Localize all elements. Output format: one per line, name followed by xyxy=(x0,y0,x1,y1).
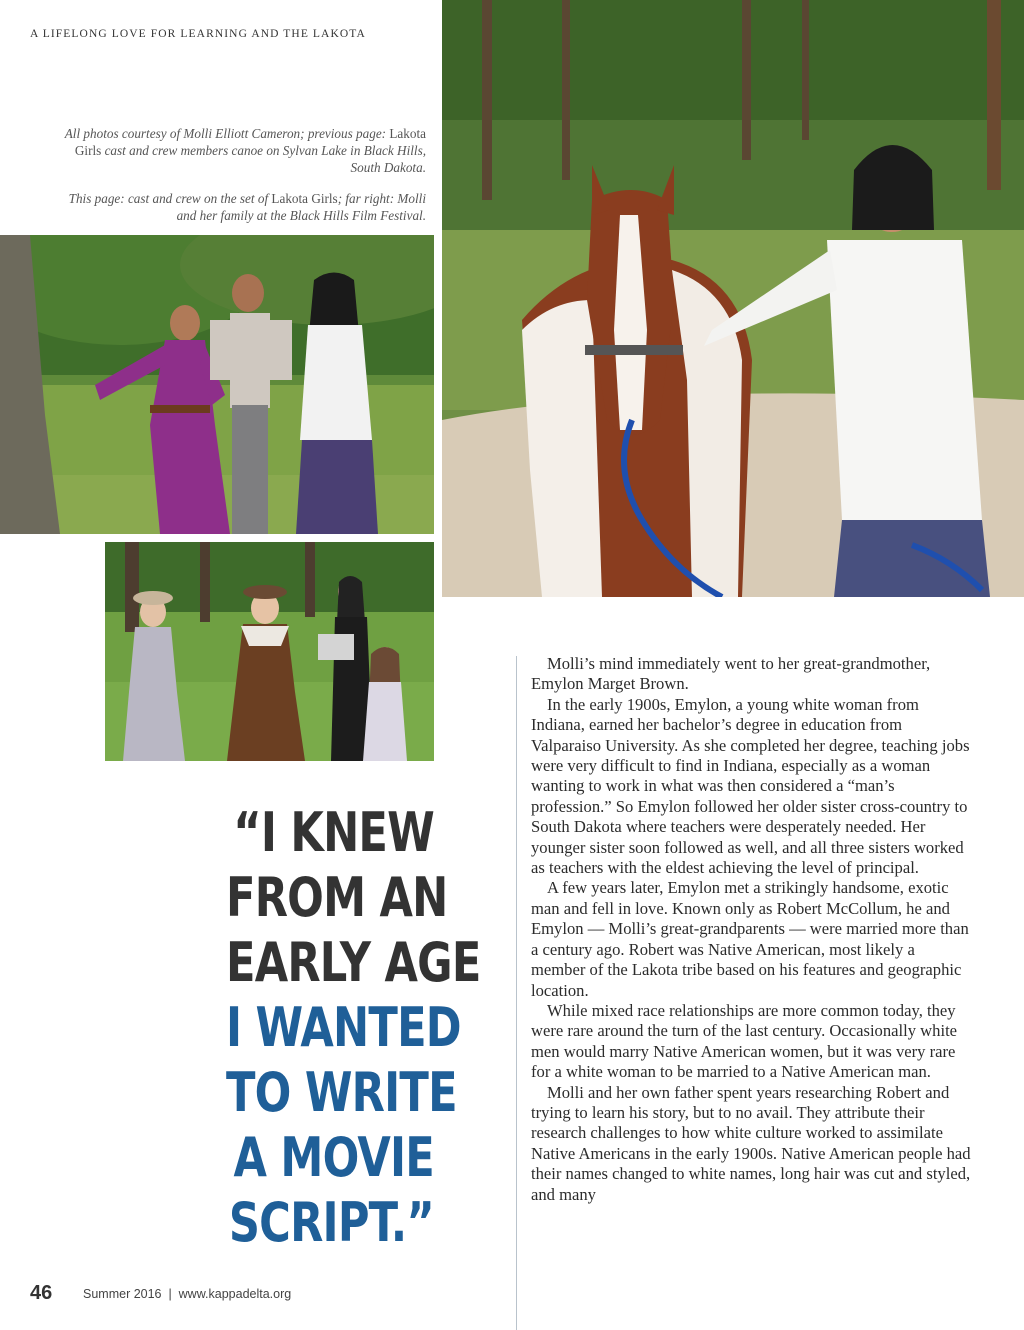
cast-photo xyxy=(0,235,434,534)
caption-segment: cast and crew members canoe on Sylvan Lake in Black Hills, South Dakota. xyxy=(101,143,426,175)
pull-quote-line: FROM AN xyxy=(226,866,448,929)
caption-segment: ; far right: Molli and her family at the Black Hills Film Festival. xyxy=(176,191,426,223)
molli-horse-photo xyxy=(442,0,1024,597)
pull-quote xyxy=(226,800,481,1255)
costume-photo xyxy=(105,542,434,761)
pull-quote-line-highlight: TO WRITE xyxy=(226,1061,457,1124)
photo-caption-1 xyxy=(46,125,426,176)
pull-quote-line: “I KNEW xyxy=(233,801,434,864)
footer-info: Summer 2016 | www.kappadelta.org xyxy=(83,1287,292,1301)
pull-quote-line-highlight: SCRIPT.” xyxy=(228,1191,434,1254)
running-head: A LIFELONG LOVE FOR LEARNING AND THE LAKOTA xyxy=(30,28,366,40)
pull-quote-line-highlight: A MOVIE xyxy=(233,1126,434,1189)
pull-quote-line-highlight: I WANTED xyxy=(226,996,461,1059)
caption-segment: Lakota Girls xyxy=(74,126,426,158)
caption-segment: This page: cast and crew on the set of xyxy=(68,191,269,206)
photo-caption-2 xyxy=(46,190,426,224)
pull-quote-line: EARLY AGE xyxy=(226,931,481,994)
caption-segment: Lakota Girls xyxy=(268,191,338,206)
body-paragraph: In the early 1900s, Emylon, a young white woman from Indiana, earned her bachelor’s degree in education from Valparaiso University. As she completed her degree, teaching jobs were very difficult to find in Indiana, especially as a woman wanting to work in what was then considered a “man’s profession.” So Emylon followed her older sister cross-country to South Dakota where teachers were desperately needed. Her younger sister soon followed as well, and all three sisters worked as teachers with the eldest achieving the level of principal. xyxy=(531,694,970,878)
body-paragraph: Molli and her own father spent years researching Robert and trying to learn his story, but to no avail. They attribute their research challenges to how white culture worked to assimilate Native Americans in the early 1900s. Native American people had their names changed to white names, long hair was cut and styled, and many xyxy=(531,1082,971,1204)
body-paragraph: Molli’s mind immediately went to her great-grandmother, Emylon Marget Brown. xyxy=(531,654,931,694)
caption-segment: All photos courtesy of Molli Elliott Cameron; previous page: xyxy=(64,126,387,141)
page-number: 46 xyxy=(30,1282,53,1304)
article-body xyxy=(531,654,971,1205)
body-paragraph: A few years later, Emylon met a strikingly handsome, exotic man and fell in love. Known only as Robert McCollum, he and Emylon — Molli’s great-grandparents — were married more than a century ago. Robert was Native American, most likely a member of the Lakota tribe based on his features and geographic location. xyxy=(531,878,969,1000)
column-divider xyxy=(516,656,517,1330)
body-paragraph: While mixed race relationships are more common today, they were rare around the turn of the last century. Occasionally white men would marry Native American women, but it was very rare for a white woman to be married to a Native American man. xyxy=(531,1000,958,1082)
